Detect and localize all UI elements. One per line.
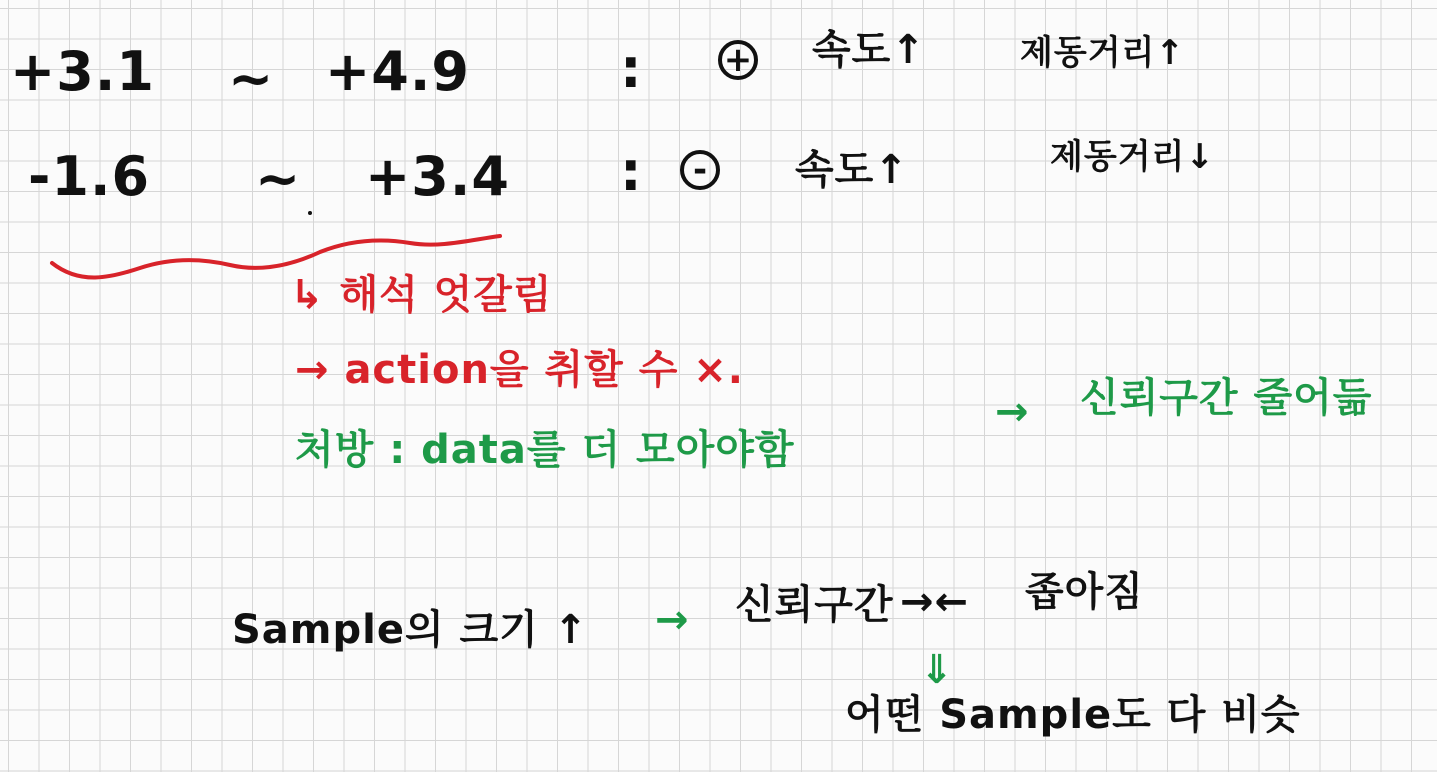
sample-size-up: Sample의 크기 ↑	[232, 607, 589, 653]
green-note-prescription: 처방 : data를 더 모아야함	[295, 427, 795, 473]
green-note-ci-narrows: 신뢰구간 줄어듦	[1080, 375, 1373, 421]
row2-upper-bound: +3.4	[365, 145, 510, 208]
row1-braking-distance: 제동거리↑	[1020, 33, 1185, 73]
row1-upper-bound: +4.9	[325, 40, 470, 103]
row1-speed: 속도↑	[812, 27, 926, 73]
stray-dot	[308, 211, 312, 215]
row2-colon: :	[620, 140, 643, 203]
red-note-interpretation: ↳ 해석 엇갈림	[290, 272, 553, 318]
confidence-interval-label: 신뢰구간	[735, 582, 894, 628]
plus-circle-icon: +	[718, 40, 758, 80]
green-note-arrow: →	[995, 389, 1030, 435]
row2-lower-bound: -1.6	[28, 145, 151, 208]
row1-tilde: ~	[228, 47, 275, 110]
down-double-arrow: ⇓	[920, 647, 955, 693]
converging-arrows: →←	[900, 579, 970, 625]
red-note-action: → action을 취할 수 ×.	[295, 347, 744, 393]
row2-tilde: ~	[255, 147, 302, 210]
row1-colon: :	[620, 37, 643, 100]
narrows-label: 좁아짐	[1025, 569, 1144, 615]
row2-braking-distance: 제동거리↓	[1050, 137, 1215, 177]
conclusion-any-sample-similar: 어떤 Sample도 다 비슷	[845, 692, 1301, 738]
row1-lower-bound: +3.1	[10, 40, 155, 103]
sample-arrow: →	[655, 597, 690, 643]
row2-speed: 속도↑	[795, 147, 909, 193]
minus-circle-icon: -	[680, 150, 720, 190]
